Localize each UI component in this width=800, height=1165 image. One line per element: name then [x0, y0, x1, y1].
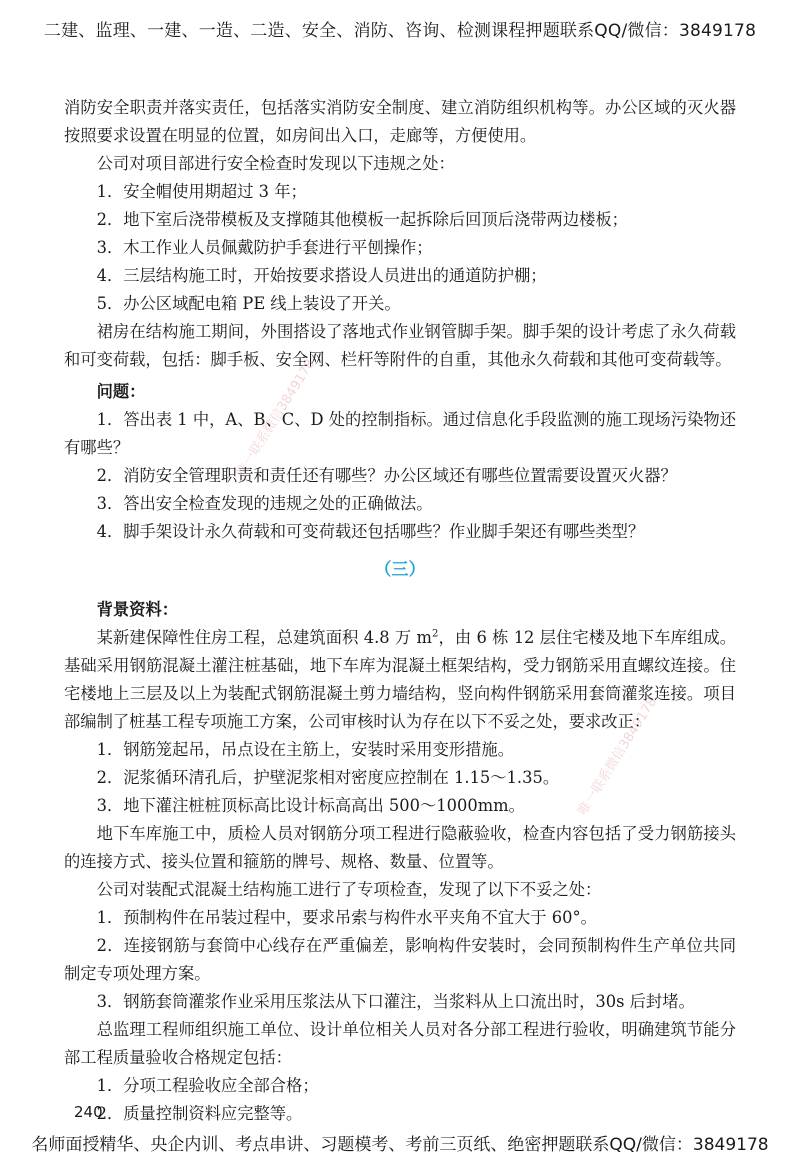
- question-item: 1．答出表 1 中，A、B、C、D 处的控制指标。通过信息化手段监测的施工现场污染物还有哪些？: [64, 410, 736, 457]
- page-header: 二建、监理、一建、一造、二造、安全、消防、咨询、检测课程押题联系QQ/微信：3849178: [43, 21, 757, 41]
- watermark: 唯一联系微信3849178: [575, 694, 661, 819]
- acceptance-item: 2．质量控制资料应完整等。: [96, 1104, 303, 1123]
- precast-issue-item: 3．钢筋套筒灌浆作业采用压浆法从下口灌注，当浆料从上口流出时，30s 后封堵。: [96, 992, 695, 1011]
- questions-label: 问题：: [96, 382, 146, 401]
- paragraph-project-intro: [64, 624, 736, 736]
- paragraph-inspection-intro: 公司对项目部进行安全检查时发现以下违规之处：: [96, 154, 455, 173]
- violation-item: 4．三层结构施工时，开始按要求搭设人员进出的通道防护棚；: [96, 266, 547, 285]
- precast-issue-item: 1．预制构件在吊装过程中，要求吊索与构件水平夹角不宜大于 60°。: [96, 908, 597, 927]
- pile-issue-item: 3．地下灌注桩桩顶标高比设计标高高出 500～1000mm。: [96, 796, 525, 815]
- question-item: 4．脚手架设计永久荷载和可变荷载还包括哪些？作业脚手架还有哪些类型？: [96, 522, 645, 541]
- acceptance-item: 1．分项工程验收应全部合格；: [96, 1076, 319, 1095]
- watermark: 唯一联系微信3849178: [233, 356, 319, 481]
- section-title: （三）: [374, 560, 426, 580]
- intro-text-continued: ，由 6 栋 12 层住宅楼及地下车库组成。基础采用钢筋混凝土灌注桩基础，地下车库为混凝土框架结构，受力钢筋采用直螺纹连接。住宅楼地上三层及以上为装配式钢筋混凝土剪力墙结构，竖向构件钢筋采用套筒灌浆连接。项目部编制了桩基工程专项施工方案，公司审核时认为存在以下不妥之处，要求改正：: [64, 628, 737, 731]
- area-unit-superscript: 2: [431, 628, 439, 640]
- paragraph-fire-duty: 消防安全职责并落实责任，包括落实消防安全制度、建立消防组织机构等。办公区域的灭火器按照要求设置在明显的位置，如房间出入口，走廊等，方便使用。: [64, 98, 736, 145]
- question-item: 3．答出安全检查发现的违规之处的正确做法。: [96, 494, 433, 513]
- question-item: 2．消防安全管理职责和责任还有哪些？办公区域还有哪些位置需要设置灭火器？: [96, 466, 677, 485]
- pile-issue-item: 1．钢筋笼起吊，吊点设在主筋上，安装时采用变形措施。: [96, 740, 514, 759]
- page-number: 240: [74, 1103, 103, 1121]
- violation-item: 5．办公区域配电箱 PE 线上装设了开关。: [96, 294, 401, 313]
- violation-item: 1．安全帽使用期超过 3 年；: [96, 182, 307, 201]
- precast-issue-item: 2．连接钢筋与套筒中心线存在严重偏差，影响构件安装时，会同预制构件生产单位共同制定专项处理方案。: [64, 936, 736, 983]
- violation-item: 3．木工作业人员佩戴防护手套进行平刨操作；: [96, 238, 433, 257]
- document-body: [64, 94, 736, 1128]
- pile-issue-item: 2．泥浆循环清孔后，护壁泥浆相对密度应控制在 1.15～1.35。: [96, 768, 560, 787]
- paragraph-basement: 地下车库施工中，质检人员对钢筋分项工程进行隐蔽验收，检查内容包括了受力钢筋接头的连接方式、接头位置和箍筋的牌号、规格、数量、位置等。: [64, 824, 736, 871]
- background-label: 背景资料：: [96, 600, 179, 619]
- paragraph-acceptance: 总监理工程师组织施工单位、设计单位相关人员对各分部工程进行验收，明确建筑节能分部工程质量验收合格规定包括：: [64, 1020, 736, 1067]
- page-footer: 名师面授精华、央企内训、考点串讲、习题模考、考前三页纸、绝密押题联系QQ/微信：3849178: [31, 1135, 769, 1155]
- paragraph-scaffold: 裙房在结构施工期间，外围搭设了落地式作业钢管脚手架。脚手架的设计考虑了永久荷载和可变荷载，包括：脚手板、安全网、栏杆等附件的自重，其他永久荷载和其他可变荷载等。: [64, 322, 736, 369]
- paragraph-precast-intro: 公司对装配式混凝土结构施工进行了专项检查，发现了以下不妥之处：: [96, 880, 602, 899]
- violation-item: 2．地下室后浇带模板及支撑随其他模板一起拆除后回顶后浇带两边楼板；: [96, 210, 628, 229]
- intro-text: 某新建保障性住房工程，总建筑面积 4.8 万 m: [96, 628, 432, 647]
